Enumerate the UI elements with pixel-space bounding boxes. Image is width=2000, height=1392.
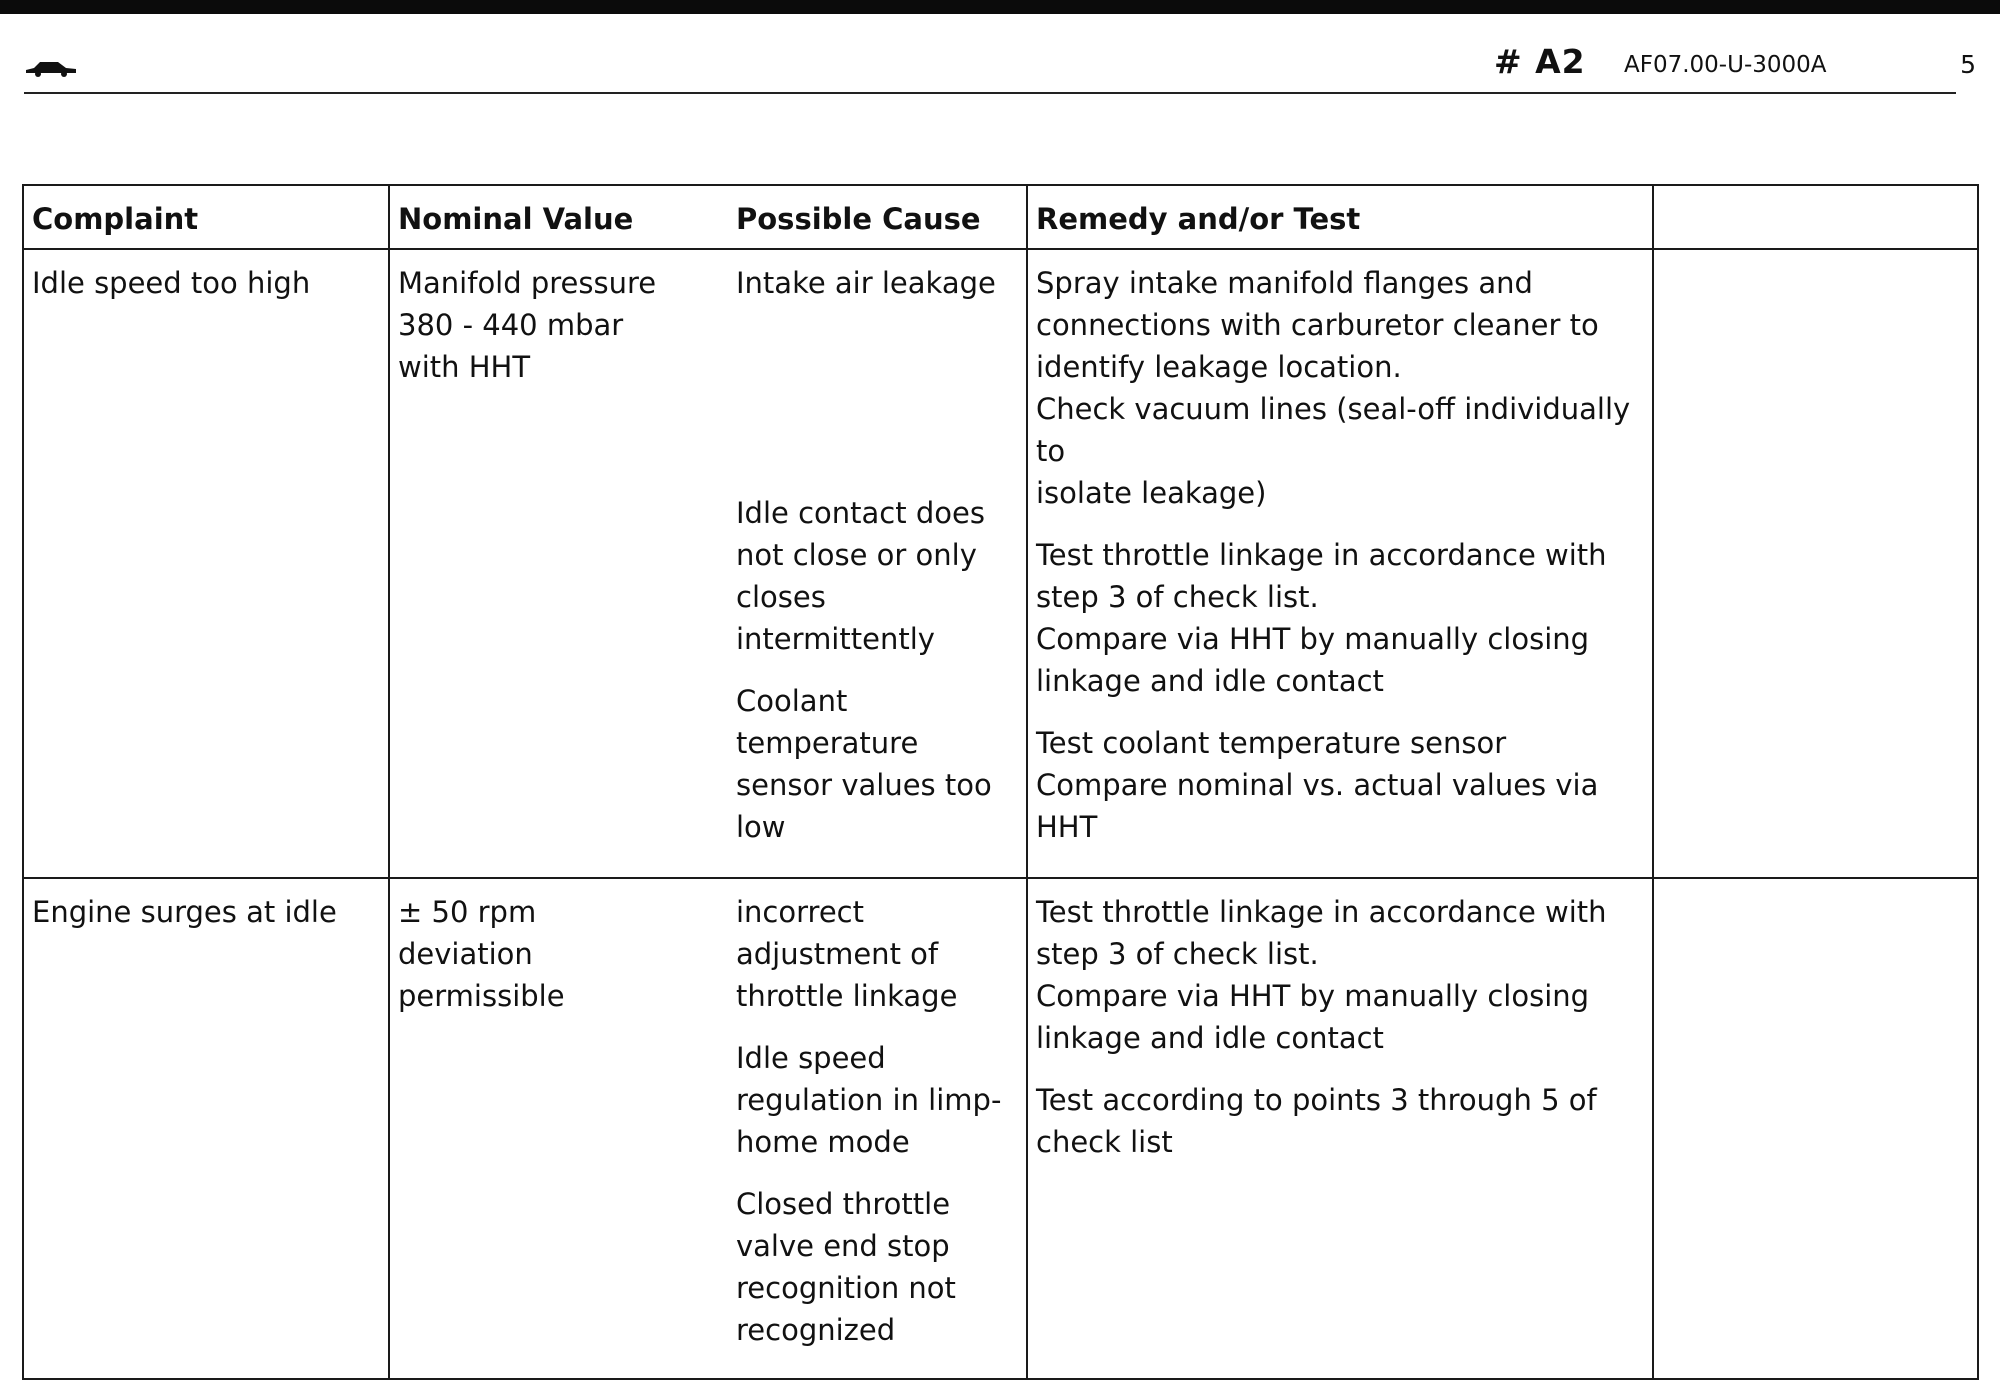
column-header-complaint: Complaint — [24, 186, 389, 249]
remedy-cell — [1027, 249, 1653, 878]
remedy-entry: Test coolant temperature sensor Compare nominal vs. actual values via HHT — [1036, 726, 1599, 844]
header-rule — [24, 92, 1956, 94]
possible-cause-cell — [728, 878, 1027, 1378]
remedy-entry: Test according to points 3 through 5 of check list — [1036, 1082, 1597, 1159]
blank-cell — [1653, 249, 1977, 878]
cause-entry: Intake air leakage — [736, 266, 996, 300]
troubleshooting-table — [22, 184, 1979, 1380]
remedy-entry: Spray intake manifold flanges and connections with carburetor cleaner to identify leakage location. Check vacuum lines (seal-off individually to isolate leakage) — [1036, 266, 1631, 510]
column-header-nominal-value: Nominal Value — [389, 186, 728, 249]
cause-entry: incorrect adjustment of throttle linkage — [736, 894, 958, 1013]
column-header-remedy: Remedy and/or Test — [1027, 186, 1653, 249]
remedy-entry: Test throttle linkage in accordance with step 3 of check list. Compare via HHT by manually closing linkage and idle contact — [1036, 538, 1607, 698]
document-code: AF07.00-U-3000A — [1624, 52, 1827, 78]
cause-entry: Closed throttle valve end stop recognition not recognized — [736, 1186, 956, 1347]
cause-entry: Idle speed regulation in limp- home mode — [736, 1040, 1002, 1159]
cause-entry: Coolant temperature sensor values too low — [736, 684, 992, 844]
table-row — [24, 249, 1977, 878]
blank-cell — [1653, 878, 1977, 1378]
page-header — [24, 38, 1976, 94]
table-row — [24, 878, 1977, 1378]
nominal-value-cell: Manifold pressure 380 - 440 mbar with HHT — [389, 249, 728, 878]
table-header-row — [24, 186, 1977, 249]
column-header-possible-cause: Possible Cause — [728, 186, 1027, 249]
document-id: # A2 — [1494, 42, 1586, 81]
cause-entry: Idle contact does not close or only closes intermittently — [736, 496, 985, 656]
remedy-cell — [1027, 878, 1653, 1378]
possible-cause-cell — [728, 249, 1027, 878]
page-number: 5 — [1960, 50, 1976, 79]
nominal-value-cell: ± 50 rpm deviation permissible — [398, 894, 565, 1013]
car-icon — [24, 54, 78, 78]
top-border-bar — [0, 0, 2000, 14]
complaint-cell: Engine surges at idle — [24, 878, 389, 1378]
remedy-entry: Test throttle linkage in accordance with step 3 of check list. Compare via HHT by manually closing linkage and idle contact — [1036, 894, 1607, 1055]
column-header-blank — [1653, 186, 1977, 249]
complaint-cell: Idle speed too high — [24, 249, 389, 878]
